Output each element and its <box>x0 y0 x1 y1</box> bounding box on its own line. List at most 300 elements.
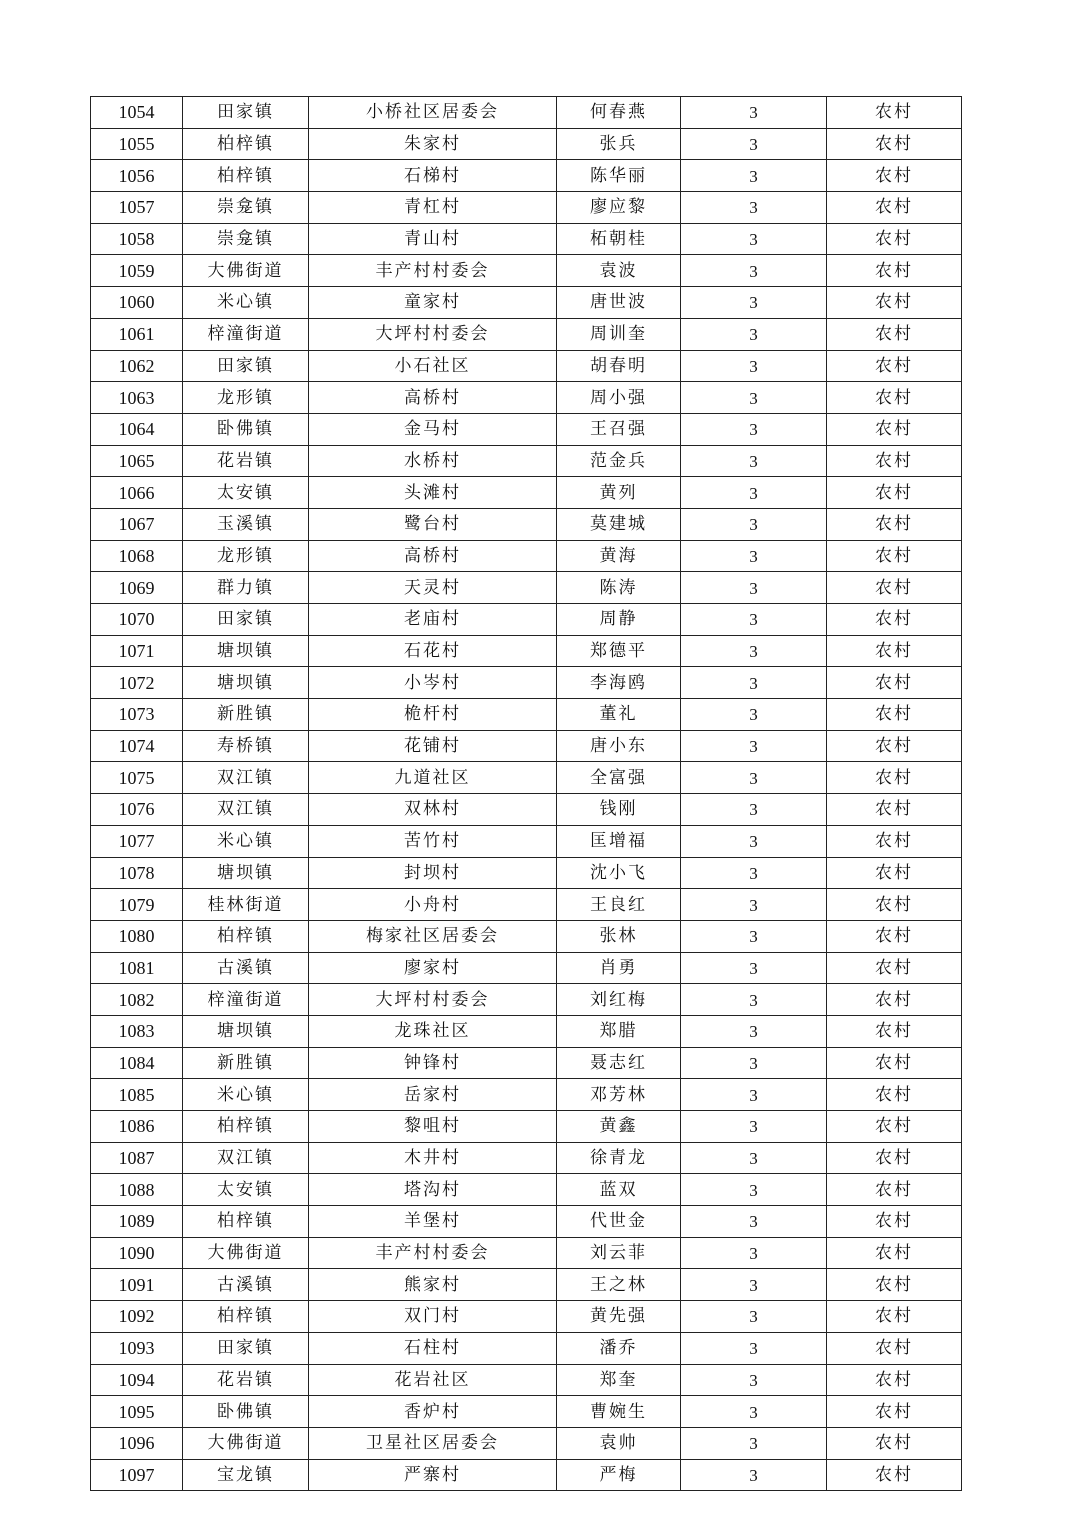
cell-town: 龙形镇 <box>183 540 309 572</box>
cell-number: 1093 <box>91 1332 183 1364</box>
cell-number: 1073 <box>91 699 183 731</box>
cell-count: 3 <box>681 984 827 1016</box>
table-row <box>91 318 962 350</box>
cell-town: 米心镇 <box>183 1079 309 1111</box>
cell-village: 朱家村 <box>309 128 557 160</box>
cell-count: 3 <box>681 287 827 319</box>
cell-name: 袁帅 <box>557 1427 681 1459</box>
cell-count: 3 <box>681 1237 827 1269</box>
table-row <box>91 730 962 762</box>
cell-village: 高桥村 <box>309 382 557 414</box>
cell-type: 农村 <box>827 730 962 762</box>
cell-type: 农村 <box>827 1427 962 1459</box>
cell-number: 1097 <box>91 1459 183 1491</box>
cell-village: 黎咀村 <box>309 1111 557 1143</box>
cell-village: 香炉村 <box>309 1396 557 1428</box>
table-row <box>91 699 962 731</box>
table-row <box>91 477 962 509</box>
cell-number: 1059 <box>91 255 183 287</box>
cell-village: 丰产村村委会 <box>309 255 557 287</box>
cell-town: 田家镇 <box>183 1332 309 1364</box>
cell-name: 陈涛 <box>557 572 681 604</box>
cell-town: 新胜镇 <box>183 1047 309 1079</box>
cell-number: 1076 <box>91 794 183 826</box>
cell-village: 大坪村村委会 <box>309 318 557 350</box>
table-row <box>91 445 962 477</box>
cell-count: 3 <box>681 572 827 604</box>
cell-count: 3 <box>681 128 827 160</box>
cell-number: 1058 <box>91 223 183 255</box>
cell-count: 3 <box>681 920 827 952</box>
table-row <box>91 762 962 794</box>
cell-count: 3 <box>681 1174 827 1206</box>
cell-village: 丰产村村委会 <box>309 1237 557 1269</box>
cell-number: 1077 <box>91 825 183 857</box>
cell-name: 胡春明 <box>557 350 681 382</box>
cell-village: 小舟村 <box>309 889 557 921</box>
cell-type: 农村 <box>827 1015 962 1047</box>
cell-count: 3 <box>681 508 827 540</box>
cell-count: 3 <box>681 604 827 636</box>
cell-town: 新胜镇 <box>183 699 309 731</box>
table-row <box>91 1142 962 1174</box>
cell-town: 田家镇 <box>183 350 309 382</box>
cell-number: 1086 <box>91 1111 183 1143</box>
cell-town: 田家镇 <box>183 97 309 129</box>
cell-number: 1081 <box>91 952 183 984</box>
cell-type: 农村 <box>827 857 962 889</box>
cell-number: 1079 <box>91 889 183 921</box>
cell-town: 卧佛镇 <box>183 1396 309 1428</box>
cell-type: 农村 <box>827 1079 962 1111</box>
cell-count: 3 <box>681 1142 827 1174</box>
cell-name: 黄海 <box>557 540 681 572</box>
cell-number: 1069 <box>91 572 183 604</box>
cell-name: 唐世波 <box>557 287 681 319</box>
cell-name: 陈华丽 <box>557 160 681 192</box>
cell-number: 1094 <box>91 1364 183 1396</box>
cell-count: 3 <box>681 382 827 414</box>
cell-count: 3 <box>681 1111 827 1143</box>
cell-type: 农村 <box>827 889 962 921</box>
cell-name: 代世金 <box>557 1206 681 1238</box>
cell-type: 农村 <box>827 128 962 160</box>
cell-type: 农村 <box>827 1206 962 1238</box>
cell-name: 黄先强 <box>557 1301 681 1333</box>
cell-village: 桅杆村 <box>309 699 557 731</box>
cell-number: 1080 <box>91 920 183 952</box>
cell-village: 羊堡村 <box>309 1206 557 1238</box>
cell-name: 唐小东 <box>557 730 681 762</box>
cell-town: 龙形镇 <box>183 382 309 414</box>
cell-name: 聂志红 <box>557 1047 681 1079</box>
cell-name: 匡增福 <box>557 825 681 857</box>
cell-type: 农村 <box>827 382 962 414</box>
data-table <box>90 96 962 1491</box>
cell-town: 大佛街道 <box>183 1237 309 1269</box>
table-row <box>91 1332 962 1364</box>
cell-count: 3 <box>681 97 827 129</box>
cell-type: 农村 <box>827 1111 962 1143</box>
cell-number: 1091 <box>91 1269 183 1301</box>
cell-type: 农村 <box>827 318 962 350</box>
cell-count: 3 <box>681 223 827 255</box>
cell-village: 花铺村 <box>309 730 557 762</box>
cell-type: 农村 <box>827 97 962 129</box>
cell-village: 鹭台村 <box>309 508 557 540</box>
cell-village: 水桥村 <box>309 445 557 477</box>
cell-name: 周小强 <box>557 382 681 414</box>
table-row <box>91 920 962 952</box>
cell-count: 3 <box>681 192 827 224</box>
table-row <box>91 857 962 889</box>
table-row <box>91 1237 962 1269</box>
cell-village: 廖家村 <box>309 952 557 984</box>
cell-count: 3 <box>681 1396 827 1428</box>
cell-village: 苦竹村 <box>309 825 557 857</box>
document-page <box>90 96 961 1491</box>
cell-village: 高桥村 <box>309 540 557 572</box>
cell-type: 农村 <box>827 1047 962 1079</box>
cell-name: 郑腊 <box>557 1015 681 1047</box>
table-row <box>91 1459 962 1491</box>
cell-type: 农村 <box>827 287 962 319</box>
cell-count: 3 <box>681 1047 827 1079</box>
cell-village: 封坝村 <box>309 857 557 889</box>
cell-name: 郑奎 <box>557 1364 681 1396</box>
cell-number: 1088 <box>91 1174 183 1206</box>
cell-village: 小岑村 <box>309 667 557 699</box>
table-row <box>91 287 962 319</box>
cell-town: 柏梓镇 <box>183 128 309 160</box>
cell-count: 3 <box>681 762 827 794</box>
cell-type: 农村 <box>827 160 962 192</box>
cell-town: 崇龛镇 <box>183 223 309 255</box>
cell-number: 1096 <box>91 1427 183 1459</box>
cell-name: 柘朝桂 <box>557 223 681 255</box>
cell-number: 1072 <box>91 667 183 699</box>
cell-type: 农村 <box>827 255 962 287</box>
cell-name: 王之林 <box>557 1269 681 1301</box>
cell-type: 农村 <box>827 1396 962 1428</box>
cell-village: 梅家社区居委会 <box>309 920 557 952</box>
table-row <box>91 1174 962 1206</box>
cell-count: 3 <box>681 1301 827 1333</box>
cell-type: 农村 <box>827 699 962 731</box>
cell-type: 农村 <box>827 1237 962 1269</box>
cell-number: 1084 <box>91 1047 183 1079</box>
cell-village: 花岩社区 <box>309 1364 557 1396</box>
cell-count: 3 <box>681 1015 827 1047</box>
cell-village: 塔沟村 <box>309 1174 557 1206</box>
cell-village: 九道社区 <box>309 762 557 794</box>
cell-town: 塘坝镇 <box>183 1015 309 1047</box>
cell-type: 农村 <box>827 1142 962 1174</box>
cell-village: 龙珠社区 <box>309 1015 557 1047</box>
cell-town: 花岩镇 <box>183 1364 309 1396</box>
cell-number: 1090 <box>91 1237 183 1269</box>
cell-name: 周训奎 <box>557 318 681 350</box>
cell-village: 石柱村 <box>309 1332 557 1364</box>
cell-town: 卧佛镇 <box>183 413 309 445</box>
cell-number: 1068 <box>91 540 183 572</box>
cell-number: 1064 <box>91 413 183 445</box>
cell-type: 农村 <box>827 952 962 984</box>
cell-village: 石梯村 <box>309 160 557 192</box>
cell-village: 老庙村 <box>309 604 557 636</box>
table-row <box>91 635 962 667</box>
cell-name: 肖勇 <box>557 952 681 984</box>
cell-village: 严寨村 <box>309 1459 557 1491</box>
cell-name: 袁波 <box>557 255 681 287</box>
table-row <box>91 1364 962 1396</box>
cell-town: 塘坝镇 <box>183 667 309 699</box>
cell-count: 3 <box>681 445 827 477</box>
cell-count: 3 <box>681 952 827 984</box>
cell-number: 1062 <box>91 350 183 382</box>
cell-number: 1078 <box>91 857 183 889</box>
cell-number: 1089 <box>91 1206 183 1238</box>
cell-type: 农村 <box>827 794 962 826</box>
cell-town: 寿桥镇 <box>183 730 309 762</box>
cell-number: 1067 <box>91 508 183 540</box>
cell-type: 农村 <box>827 604 962 636</box>
table-row <box>91 889 962 921</box>
cell-type: 农村 <box>827 350 962 382</box>
cell-name: 何春燕 <box>557 97 681 129</box>
cell-town: 双江镇 <box>183 794 309 826</box>
cell-name: 刘红梅 <box>557 984 681 1016</box>
cell-type: 农村 <box>827 920 962 952</box>
cell-village: 石花村 <box>309 635 557 667</box>
cell-village: 卫星社区居委会 <box>309 1427 557 1459</box>
cell-town: 米心镇 <box>183 287 309 319</box>
cell-count: 3 <box>681 1269 827 1301</box>
table-row <box>91 1301 962 1333</box>
cell-count: 3 <box>681 889 827 921</box>
cell-name: 全富强 <box>557 762 681 794</box>
cell-count: 3 <box>681 794 827 826</box>
cell-type: 农村 <box>827 192 962 224</box>
cell-name: 邓芳林 <box>557 1079 681 1111</box>
cell-count: 3 <box>681 413 827 445</box>
cell-name: 潘乔 <box>557 1332 681 1364</box>
table-row <box>91 825 962 857</box>
cell-town: 塘坝镇 <box>183 857 309 889</box>
cell-type: 农村 <box>827 1459 962 1491</box>
cell-town: 双江镇 <box>183 762 309 794</box>
table-row <box>91 223 962 255</box>
cell-count: 3 <box>681 255 827 287</box>
cell-town: 柏梓镇 <box>183 1301 309 1333</box>
cell-count: 3 <box>681 825 827 857</box>
cell-count: 3 <box>681 1427 827 1459</box>
cell-number: 1065 <box>91 445 183 477</box>
cell-count: 3 <box>681 667 827 699</box>
cell-village: 童家村 <box>309 287 557 319</box>
table-row <box>91 1396 962 1428</box>
table-row <box>91 604 962 636</box>
table-row <box>91 1047 962 1079</box>
cell-town: 大佛街道 <box>183 1427 309 1459</box>
cell-count: 3 <box>681 1206 827 1238</box>
table-row <box>91 508 962 540</box>
table-row <box>91 1269 962 1301</box>
cell-name: 张兵 <box>557 128 681 160</box>
cell-town: 太安镇 <box>183 1174 309 1206</box>
cell-count: 3 <box>681 1332 827 1364</box>
table-row <box>91 540 962 572</box>
cell-town: 古溪镇 <box>183 952 309 984</box>
cell-name: 刘云菲 <box>557 1237 681 1269</box>
cell-count: 3 <box>681 1364 827 1396</box>
cell-name: 沈小飞 <box>557 857 681 889</box>
cell-type: 农村 <box>827 1332 962 1364</box>
table-row <box>91 667 962 699</box>
cell-town: 太安镇 <box>183 477 309 509</box>
cell-village: 熊家村 <box>309 1269 557 1301</box>
cell-town: 米心镇 <box>183 825 309 857</box>
cell-number: 1060 <box>91 287 183 319</box>
cell-number: 1071 <box>91 635 183 667</box>
cell-number: 1057 <box>91 192 183 224</box>
cell-type: 农村 <box>827 508 962 540</box>
cell-name: 范金兵 <box>557 445 681 477</box>
cell-number: 1063 <box>91 382 183 414</box>
cell-number: 1083 <box>91 1015 183 1047</box>
cell-number: 1082 <box>91 984 183 1016</box>
cell-name: 董礼 <box>557 699 681 731</box>
table-row <box>91 160 962 192</box>
cell-town: 桂林街道 <box>183 889 309 921</box>
table-row <box>91 794 962 826</box>
cell-village: 岳家村 <box>309 1079 557 1111</box>
table-row <box>91 572 962 604</box>
cell-village: 小桥社区居委会 <box>309 97 557 129</box>
table-body <box>91 97 962 1491</box>
cell-town: 柏梓镇 <box>183 160 309 192</box>
table-row <box>91 1206 962 1238</box>
cell-number: 1054 <box>91 97 183 129</box>
cell-number: 1085 <box>91 1079 183 1111</box>
table-row <box>91 192 962 224</box>
cell-town: 田家镇 <box>183 604 309 636</box>
table-row <box>91 1079 962 1111</box>
table-row <box>91 1111 962 1143</box>
cell-count: 3 <box>681 350 827 382</box>
table-row <box>91 255 962 287</box>
cell-count: 3 <box>681 160 827 192</box>
cell-name: 黄列 <box>557 477 681 509</box>
cell-name: 王良红 <box>557 889 681 921</box>
cell-village: 青山村 <box>309 223 557 255</box>
cell-type: 农村 <box>827 413 962 445</box>
cell-name: 严梅 <box>557 1459 681 1491</box>
table-row <box>91 350 962 382</box>
cell-name: 李海鸥 <box>557 667 681 699</box>
cell-name: 王召强 <box>557 413 681 445</box>
table-row <box>91 984 962 1016</box>
cell-village: 小石社区 <box>309 350 557 382</box>
cell-town: 塘坝镇 <box>183 635 309 667</box>
table-row <box>91 413 962 445</box>
cell-name: 郑德平 <box>557 635 681 667</box>
cell-type: 农村 <box>827 667 962 699</box>
cell-village: 天灵村 <box>309 572 557 604</box>
cell-count: 3 <box>681 635 827 667</box>
cell-town: 柏梓镇 <box>183 1111 309 1143</box>
cell-number: 1061 <box>91 318 183 350</box>
cell-village: 大坪村村委会 <box>309 984 557 1016</box>
cell-type: 农村 <box>827 1269 962 1301</box>
cell-type: 农村 <box>827 1174 962 1206</box>
cell-town: 柏梓镇 <box>183 1206 309 1238</box>
cell-town: 双江镇 <box>183 1142 309 1174</box>
cell-town: 玉溪镇 <box>183 508 309 540</box>
cell-number: 1074 <box>91 730 183 762</box>
table-row <box>91 1015 962 1047</box>
cell-type: 农村 <box>827 445 962 477</box>
cell-count: 3 <box>681 730 827 762</box>
cell-town: 柏梓镇 <box>183 920 309 952</box>
cell-village: 金马村 <box>309 413 557 445</box>
cell-name: 黄鑫 <box>557 1111 681 1143</box>
cell-village: 青杠村 <box>309 192 557 224</box>
cell-count: 3 <box>681 540 827 572</box>
cell-count: 3 <box>681 699 827 731</box>
cell-count: 3 <box>681 1459 827 1491</box>
table-row <box>91 1427 962 1459</box>
cell-type: 农村 <box>827 1364 962 1396</box>
cell-village: 头滩村 <box>309 477 557 509</box>
cell-name: 钱刚 <box>557 794 681 826</box>
cell-type: 农村 <box>827 635 962 667</box>
cell-town: 梓潼街道 <box>183 984 309 1016</box>
cell-name: 曹婉生 <box>557 1396 681 1428</box>
cell-number: 1095 <box>91 1396 183 1428</box>
cell-type: 农村 <box>827 477 962 509</box>
cell-village: 双林村 <box>309 794 557 826</box>
cell-number: 1056 <box>91 160 183 192</box>
cell-count: 3 <box>681 1079 827 1111</box>
cell-number: 1055 <box>91 128 183 160</box>
table-row <box>91 382 962 414</box>
cell-name: 张林 <box>557 920 681 952</box>
cell-village: 木井村 <box>309 1142 557 1174</box>
cell-type: 农村 <box>827 825 962 857</box>
cell-number: 1075 <box>91 762 183 794</box>
cell-town: 宝龙镇 <box>183 1459 309 1491</box>
table-row <box>91 128 962 160</box>
cell-type: 农村 <box>827 984 962 1016</box>
cell-name: 徐青龙 <box>557 1142 681 1174</box>
cell-count: 3 <box>681 857 827 889</box>
cell-town: 花岩镇 <box>183 445 309 477</box>
cell-town: 古溪镇 <box>183 1269 309 1301</box>
cell-town: 崇龛镇 <box>183 192 309 224</box>
cell-town: 群力镇 <box>183 572 309 604</box>
cell-type: 农村 <box>827 540 962 572</box>
cell-type: 农村 <box>827 762 962 794</box>
cell-name: 周静 <box>557 604 681 636</box>
cell-name: 莫建城 <box>557 508 681 540</box>
cell-village: 钟锋村 <box>309 1047 557 1079</box>
cell-name: 廖应黎 <box>557 192 681 224</box>
cell-count: 3 <box>681 318 827 350</box>
cell-type: 农村 <box>827 223 962 255</box>
cell-town: 梓潼街道 <box>183 318 309 350</box>
cell-town: 大佛街道 <box>183 255 309 287</box>
